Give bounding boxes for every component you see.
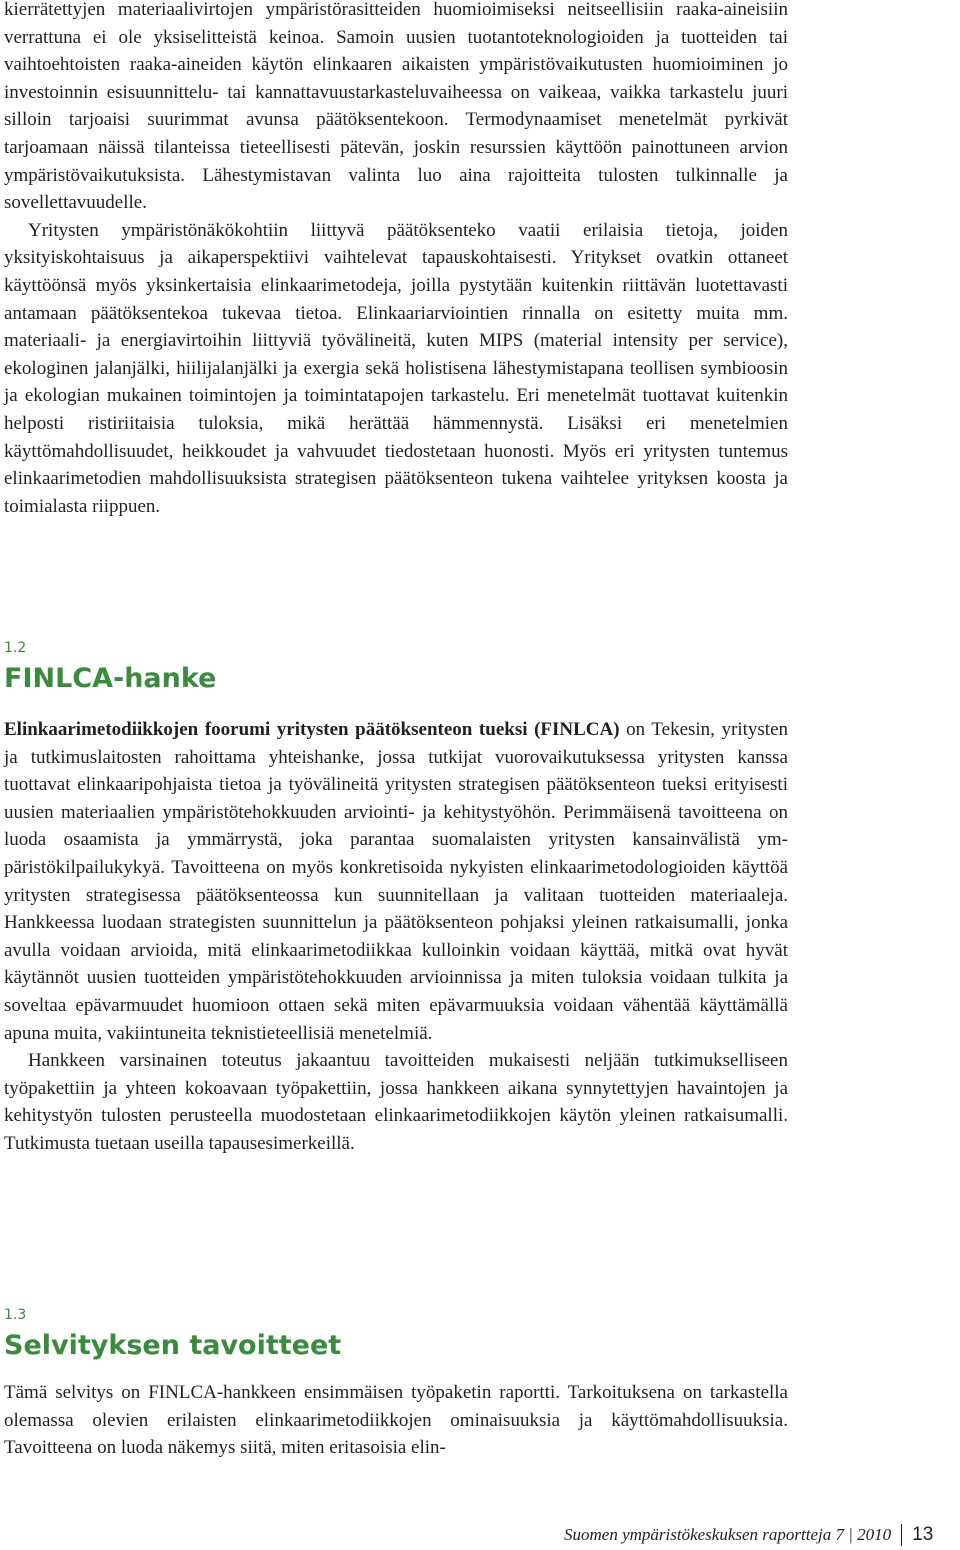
footer-publication: Suomen ympäristökeskuksen raportteja 7 | 2010 [564,1525,892,1544]
page-footer [564,1523,954,1547]
intro-paragraph-2: Yritysten ympäristönäkökohtiin liittyvä päätöksenteko vaatii erilaisia tietoja, joiden yksityiskohtaisuus ja aikaperspektiivi vaihtelevat tapauskohtaisesti. Yritykset ovatkin ottaneet käyttöönsä myös yksinkertaisia elinkaarimetodeja, joilla pystytään kuitenkin riittävän luotettavasti antamaan päätöksentekoa tukevaa tietoa. Elinkaariarviointien rinnalla on esitetty muita mm. materiaali- ja energiavirtoihin liittyviä työvälineitä, kuten MIPS (material intensity per service), ekologinen jalanjälki, hiilijalanjälki ja exergia sekä holistisena lähestymistapana teollisen symbioosin ja ekologian mukainen toimintojen ja toimintatapojen tarkastelu. Eri menetelmät tuottavat kuitenkin helposti ristiriitaisia tuloksia, mikä herättää hämmennystä. Lisäksi eri menetelmien käyttömahdollisuudet, heikkoudet ja vahvuudet tiedostetaan huonosti. Myös eri yritysten tuntemus elinkaarimetodien mahdollisuuksista strategisen päätöksenteon tukena vaihtelee yrityksen koosta ja toimialasta riippuen. [4,219,788,517]
footer-divider [901,1524,902,1546]
section-title: Selvityksen tavoitteet [4,1330,342,1361]
lead-rest-text: on Tekesin, yritysten ja tutkimuslaitosten rahoittama yhteishanke, jossa tutkijat vuorovaikutuksessa yritysten kanssa tuottavat elinkaaripohjaista tietoa ja työvälineitä yritysten strategisen päätöksenteon tueksi erityisesti uusien materiaalien ympäristötehokkuuden arviointi- ja kehitystyöhön. Perimmäisenä tavoitteena on luoda osaamista ja ymmärrystä, joka parantaa suomalaisten yritysten kansainvälistä ympäristökilpailukykyä. Tavoitteena on myös konkretisoida nykyisten elinkaarimetodologioiden käyttöä yritysten strategisessa päätöksenteossa kun suunnitellaan ja valitaan tuotteiden materiaaleja. Hankkeessa luodaan strategisten suunnittelun ja päätöksenteon pohjaksi yleinen ratkaisumalli, jonka avulla voidaan arvioida, mitä elinkaarimetodiikkaa kulloinkin voidaan käyttää, mitkä ovat hyvät käytännöt uusien tuotteiden ympäristötehokkuuden arvioinnissa ja miten tuloksia voidaan tulkita ja soveltaa epävarmuudet huomioon ottaen sekä miten epävarmuuksia voidaan vähentää käyttämällä apuna muita, vakiintuneita teknistieteellisiä menetelmiä. [4,719,789,1044]
section-title: FINLCA-hanke [4,663,217,694]
section-paragraph-2: Hankkeen varsinainen toteutus jakaantuu tavoitteiden mukaisesti neljään tutkimukselliseen työpakettiin ja yhteen kokoavaan työpakettiin, jossa hankkeen aikana synnytettyjen havaintojen ja kehitystyön tulosten perusteella muodostetaan elinkaarimetodiikkojen käytön yleinen ratkaisumalli. Tutkimusta tuetaan useilla tapausesimerkeillä. [4,1050,788,1154]
intro-paragraph-1: kierrätettyjen materiaalivirtojen ympäristörasitteiden huomioimiseksi neitseellisiin raaka-aineisiin verrattuna ei ole yksiselitteistä keinoa. Samoin uusien tuotantoteknologioiden ja tuotteiden tai vaihtoehtoisten raaka-aineiden käytön elinkaaren aikaisten ympäristövaikutusten huomioiminen jo investoinnin esisuunnittelu- tai kannattavuustarkasteluvaiheessa on vaikeaa, vaikka tarkastelu juuri silloin tarjoaisi suurimmat avunsa päätöksentekoon. Termodynaamiset menetelmät pyrkivät tarjoamaan näissä tilanteissa tieteellisesti pätevän, joskin resurssien käyttöön painottuneen arvion ympäristövaikutuksista. Lähestymistavan valinta luo aina rajoitteita tulosten tulkinnalle ja sovellettavuudelle. [4,0,788,214]
section-body [4,1379,788,1462]
page-number: 13 [912,1524,934,1545]
intro-block [4,0,788,520]
lead-bold-text: Elinkaarimetodiikkojen foorumi yritysten päätöksenteon tueksi (FINLCA) [4,719,620,740]
section-tavoitteet [4,1307,788,1462]
section-finlca [4,640,788,1158]
section-number: 1.3 [4,1307,27,1323]
section-paragraph-1 [4,716,788,1047]
section-body [4,716,788,1158]
section-number: 1.2 [4,640,27,656]
section-paragraph: Tämä selvitys on FINLCA-hankkeen ensimmäisen työpaketin raportti. Tarkoituksena on tarkastella olemassa olevien erilaisten elinkaarimetodiikkojen ominaisuuksia ja käyttömahdollisuuksia. Tavoitteena on luoda näkemys siitä, miten eritasoisia elin- [4,1382,788,1459]
